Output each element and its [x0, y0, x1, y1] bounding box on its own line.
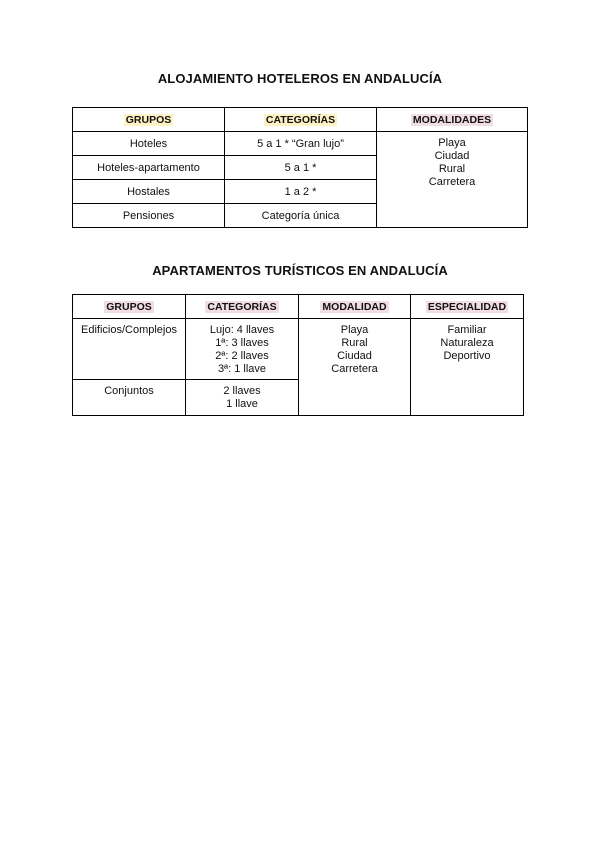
category-item: Lujo: 4 llaves	[209, 324, 275, 336]
table1-title: ALOJAMIENTO HOTELEROS EN ANDALUCÍA	[157, 71, 443, 86]
header-groups: GRUPOS	[73, 295, 186, 319]
table-row	[73, 132, 528, 156]
header-modality: MODALIDAD	[299, 295, 411, 319]
header-categories: CATEGORÍAS	[225, 108, 377, 132]
specialty-item: Deportivo	[443, 350, 491, 362]
modality-item: Ciudad	[337, 350, 372, 362]
category-cell: 5 a 1 *	[225, 156, 377, 180]
tourist-apartments-table	[72, 294, 524, 416]
category-cell	[186, 319, 299, 380]
header-groups: GRUPOS	[73, 108, 225, 132]
group-cell: Conjuntos	[73, 380, 186, 416]
modality-item: Rural	[438, 163, 466, 175]
category-item: 2ª: 2 llaves	[215, 350, 269, 362]
group-cell: Pensiones	[73, 204, 225, 228]
modality-item: Ciudad	[434, 150, 470, 162]
hotel-accommodation-table	[72, 107, 528, 228]
specialty-cell	[411, 319, 524, 416]
modality-item: Carretera	[331, 363, 378, 375]
modality-item: Playa	[340, 324, 369, 336]
header-categories: CATEGORÍAS	[186, 295, 299, 319]
modality-item: Rural	[341, 337, 368, 349]
category-cell	[186, 380, 299, 416]
group-cell: Edificios/Complejos	[73, 319, 186, 380]
modality-item: Playa	[438, 137, 466, 149]
table2-title: APARTAMENTOS TURÍSTICOS EN ANDALUCÍA	[152, 263, 448, 278]
category-item: 3ª: 1 llave	[217, 363, 267, 375]
group-cell: Hoteles-apartamento	[73, 156, 225, 180]
table-header-row	[73, 108, 528, 132]
modalities-cell	[377, 132, 528, 228]
group-cell: Hoteles	[73, 132, 225, 156]
specialty-item: Naturaleza	[440, 337, 494, 349]
table-row	[73, 319, 524, 380]
table-header-row	[73, 295, 524, 319]
category-cell: 1 a 2 *	[225, 180, 377, 204]
category-item: 1 llave	[226, 398, 258, 410]
header-specialty: ESPECIALIDAD	[411, 295, 524, 319]
header-modalities: MODALIDADES	[377, 108, 528, 132]
specialty-item: Familiar	[447, 324, 487, 336]
category-item: 2 llaves	[223, 385, 261, 397]
modality-cell	[299, 319, 411, 416]
modality-item: Carretera	[428, 176, 476, 188]
category-item: 1ª: 3 llaves	[215, 337, 269, 349]
category-cell: 5 a 1 * “Gran lujo”	[225, 132, 377, 156]
group-cell: Hostales	[73, 180, 225, 204]
category-cell: Categoría única	[225, 204, 377, 228]
